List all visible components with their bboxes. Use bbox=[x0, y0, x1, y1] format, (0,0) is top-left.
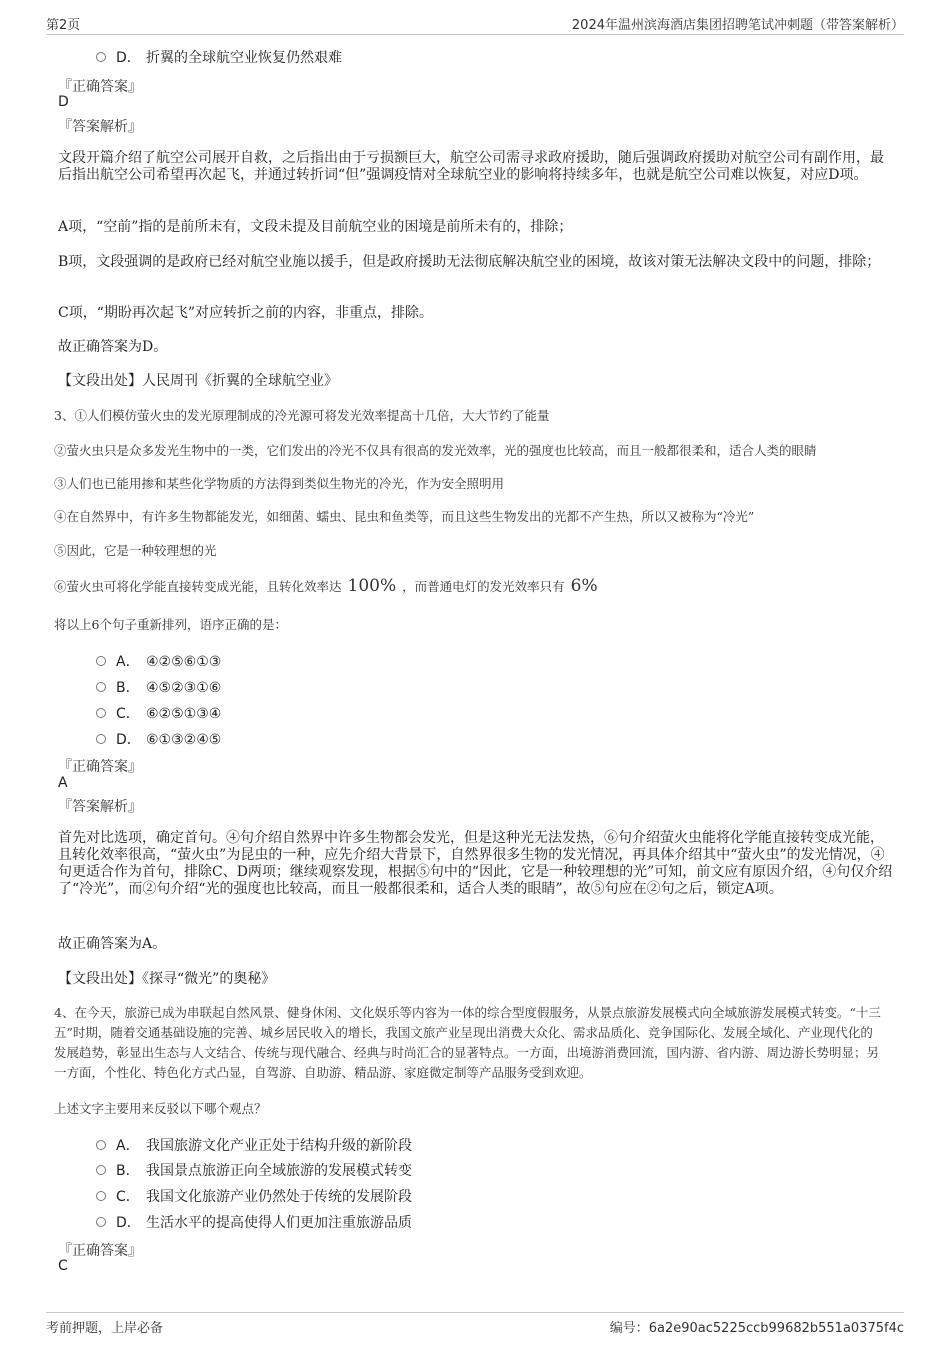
q3-prompt: 将以上6个句子重新排列，语序正确的是： bbox=[54, 617, 287, 632]
radio-icon[interactable] bbox=[96, 1140, 106, 1150]
page-footer bbox=[46, 1312, 904, 1337]
q3-analysis-label: 『答案解析』 bbox=[58, 799, 142, 815]
q3-analysis-para: 首先对比选项，确定首句。④句介绍自然界中许多生物都会发光，但是这种光无法发热，⑥句介绍萤火虫能将化学能直接转变成光能，且转化效率很高，“萤火虫”为昆虫的一种，应先介绍大背景下，自然界很多生物的发光情况，再具体介绍其中“萤火虫”的发光情况，④句更适合作为首句，排除C、D两项；继续观察发现，根据⑤句中的“因此，它是一种较理想的光”可知，前文应有原因介绍，④句仅介绍了“冷光”，而②句介绍“光的强度也比较高，而且一般都很柔和，适合人类的眼睛”，故⑤句应在②句之后，锁定A项。 bbox=[58, 830, 893, 897]
q3-sentence: 3、①人们模仿萤火虫的发光原理制成的冷光源可将发光效率提高十几倍，大大节约了能量 bbox=[54, 408, 550, 423]
radio-icon[interactable] bbox=[96, 52, 106, 62]
efficiency-6: 6% bbox=[570, 576, 598, 596]
q3-option-c[interactable]: C． ⑥②⑤①③④ bbox=[96, 703, 221, 723]
radio-icon[interactable] bbox=[96, 682, 106, 692]
radio-icon[interactable] bbox=[96, 1191, 106, 1201]
q2-answer: D bbox=[58, 94, 69, 110]
q3-sentence-6: ⑥萤火虫可将化学能直接转变成光能，且转化效率达 100% ，而普通电灯的发光效率只有 6% bbox=[54, 576, 598, 596]
q3-option-a[interactable]: A． ④②⑤⑥①③ bbox=[96, 651, 221, 671]
document-title: 2024年温州滨海酒店集团招聘笔试冲刺题（带答案解析） bbox=[571, 18, 904, 33]
page-number: 第2页 bbox=[46, 18, 81, 33]
q4-option-b[interactable]: B． 我国景点旅游正向全域旅游的发展模式转变 bbox=[96, 1160, 412, 1180]
q3-option-b[interactable]: B． ④⑤②③①⑥ bbox=[96, 677, 221, 697]
q2-analysis-para: B项，文段强调的是政府已经对航空业施以援手，但是政府援助无法彻底解决航空业的困境，故该对策无法解决文段中的问题，排除； bbox=[58, 254, 881, 270]
document-code: 编号：6a2e90ac5225ccb99682b551a0375f4c bbox=[609, 1321, 904, 1336]
q4-answer: C bbox=[58, 1258, 68, 1274]
radio-icon[interactable] bbox=[96, 734, 106, 744]
q3-answer-label: 『正确答案』 bbox=[58, 759, 142, 775]
q2-option-d[interactable]: D． 折翼的全球航空业恢复仍然艰难 bbox=[96, 47, 342, 67]
q2-analysis-para: 故正确答案为D。 bbox=[58, 339, 168, 355]
q3-option-d[interactable]: D． ⑥①③②④⑤ bbox=[96, 729, 221, 749]
q3-sentence: ④在自然界中，有许多生物都能发光，如细菌、蠕虫、昆虫和鱼类等，而且这些生物发出的光都不产生热，所以又被称为“冷光” bbox=[54, 509, 755, 524]
q3-analysis-para: 故正确答案为A。 bbox=[58, 936, 167, 952]
efficiency-100: 100% bbox=[347, 576, 397, 596]
q3-sentence: ②萤火虫只是众多发光生物中的一类，它们发出的冷光不仅具有很高的发光效率，光的强度也比较高，而且一般都很柔和，适合人类的眼睛 bbox=[54, 443, 817, 458]
footer-slogan: 考前押题，上岸必备 bbox=[46, 1321, 164, 1336]
q4-prompt: 上述文字主要用来反驳以下哪个观点？ bbox=[54, 1101, 267, 1116]
q2-analysis-label: 『答案解析』 bbox=[58, 119, 142, 135]
q4-option-d[interactable]: D． 生活水平的提高使得人们更加注重旅游品质 bbox=[96, 1212, 412, 1232]
q3-source: 【文段出处】《探寻“微光”的奥秘》 bbox=[58, 971, 276, 987]
q4-option-c[interactable]: C． 我国文化旅游产业仍然处于传统的发展阶段 bbox=[96, 1186, 412, 1206]
radio-icon[interactable] bbox=[96, 1165, 106, 1175]
q2-analysis-para: 文段开篇介绍了航空公司展开自救，之后指出由于亏损额巨大，航空公司需寻求政府援助，随后强调政府援助对航空公司有副作用，最后指出航空公司希望再次起飞，并通过转折词“但”强调疫情对全球航空业的影响将持续多年，也就是航空公司难以恢复，对应D项。 bbox=[58, 150, 884, 183]
q3-answer: A bbox=[58, 775, 68, 791]
q2-analysis-para: C项，“期盼再次起飞”对应转折之前的内容，非重点，排除。 bbox=[58, 305, 434, 321]
radio-icon[interactable] bbox=[96, 656, 106, 666]
q4-option-a[interactable]: A． 我国旅游文化产业正处于结构升级的新阶段 bbox=[96, 1135, 412, 1155]
q4-answer-label: 『正确答案』 bbox=[58, 1243, 142, 1259]
page-header bbox=[46, 12, 904, 35]
q4-passage: 4、在今天，旅游已成为串联起自然风景、健身休闲、文化娱乐等内容为一体的综合型度假服务，从景点旅游发展模式向全域旅游发展模式转变。“十三五”时期，随着交通基础设施的完善、城乡居民收入的增长，我国文旅产业呈现出消费大众化、需求品质化、竞争国际化、发展全域化、产业现代化的发展趋势，彰显出生态与人文结合、传统与现代融合、经典与时尚汇合的显著特点。一方面，出境游消费回流，国内游、省内游、周边游长势明显；另一方面，个性化、特色化方式凸显，自驾游、自助游、精品游、家庭微定制等产品服务受到欢迎。 bbox=[54, 1005, 881, 1080]
q2-analysis-para: A项，“空前”指的是前所未有，文段未提及目前航空业的困境是前所未有的，排除； bbox=[58, 219, 573, 235]
q3-sentence: ③人们也已能用掺和某些化学物质的方法得到类似生物光的冷光，作为安全照明用 bbox=[54, 476, 505, 491]
radio-icon[interactable] bbox=[96, 1217, 106, 1227]
radio-icon[interactable] bbox=[96, 708, 106, 718]
q2-answer-label: 『正确答案』 bbox=[58, 79, 142, 95]
q3-sentence: ⑤因此，它是一种较理想的光 bbox=[54, 543, 217, 558]
q2-source: 【文段出处】人民周刊《折翼的全球航空业》 bbox=[58, 373, 338, 389]
